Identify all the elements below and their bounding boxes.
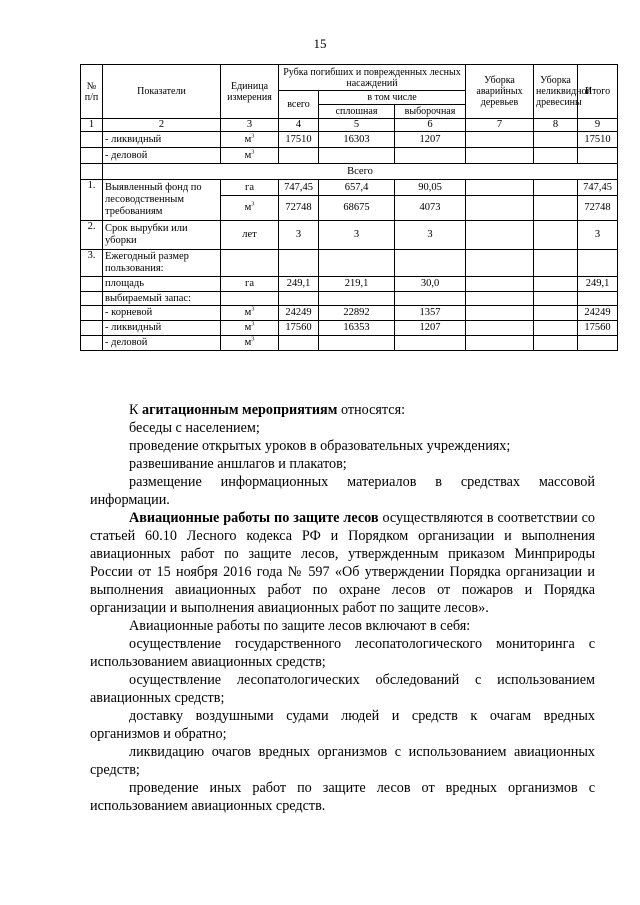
paragraph: ликвидацию очагов вредных организмов с использованием авиационных средств; [90, 744, 595, 778]
cell-total: 24249 [279, 306, 319, 321]
table-row [81, 180, 618, 196]
header-felling-group: Рубка погибших и поврежденных лесных насаждений [279, 65, 466, 91]
paragraph: беседы с населением; [129, 420, 260, 436]
bold-term: Авиационные работы по защите лесов [129, 510, 379, 526]
cell-total: 17560 [279, 321, 319, 336]
cell-illiquid [534, 132, 578, 148]
body-text [90, 401, 595, 815]
cell-sum: 72748 [578, 196, 618, 221]
table-row [81, 321, 618, 336]
row-unit: лет [221, 221, 279, 250]
bold-term: агитационным мероприятиям [142, 402, 338, 418]
cell-sum: 24249 [578, 306, 618, 321]
row-unit: $м^3$ [221, 196, 279, 221]
col-number: 7 [466, 119, 534, 132]
table-row [81, 277, 618, 292]
table-row [81, 132, 618, 148]
cell-total: 17510 [279, 132, 319, 148]
cell-clear: 16353 [319, 321, 395, 336]
header-including: в том числе [319, 91, 466, 105]
table-row [81, 292, 618, 306]
cell-selective: 1357 [395, 306, 466, 321]
row-label: выбираемый запас: [103, 292, 221, 306]
data-table [80, 64, 618, 351]
row-label: площадь [103, 277, 221, 292]
row-label: - ликвидный [103, 321, 221, 336]
col-number: 3 [221, 119, 279, 132]
row-label: - ликвидный [103, 132, 221, 148]
col-number: 6 [395, 119, 466, 132]
cell-clear: 22892 [319, 306, 395, 321]
cell-sum: 747,45 [578, 180, 618, 196]
row-unit: $м^3$ [221, 336, 279, 351]
cell-sum: 3 [578, 221, 618, 250]
col-number: 5 [319, 119, 395, 132]
cell-total: 747,45 [279, 180, 319, 196]
paragraph: Авиационные работы по защите лесов включают в себя: [129, 618, 471, 634]
row-label: Срок вырубки или уборки [103, 221, 221, 250]
row-label: Ежегодный размер пользования: [103, 250, 221, 277]
row-unit: га [221, 180, 279, 196]
col-number: 9 [578, 119, 618, 132]
cell-selective: 4073 [395, 196, 466, 221]
section-row [81, 164, 618, 180]
col-number: 4 [279, 119, 319, 132]
table-row [81, 336, 618, 351]
cell-clear: 657,4 [319, 180, 395, 196]
paragraph: доставку воздушными судами людей и средств к очагам вредных организмов и обратно; [90, 708, 595, 742]
col-number: 1 [81, 119, 103, 132]
cell-clear: 16303 [319, 132, 395, 148]
paragraph: проведение иных работ по защите лесов от вредных организмов с использованием авиационных средств. [90, 780, 595, 814]
table-row [81, 148, 618, 164]
row-unit: га [221, 277, 279, 292]
section-title: Всего [103, 164, 618, 180]
header-clear: сплошная [319, 105, 395, 119]
cell-selective: 90,05 [395, 180, 466, 196]
paragraph: К агитационным мероприятиям относятся: [129, 402, 406, 418]
row-unit: $м^3$ [221, 306, 279, 321]
header-unit: Единица измерения [221, 65, 279, 119]
paragraph: проведение открытых уроков в образовательных учреждениях; [129, 438, 511, 454]
cell-sum: 17510 [578, 132, 618, 148]
row-num: 2. [81, 221, 103, 250]
cell-total: 249,1 [279, 277, 319, 292]
table-row [81, 306, 618, 321]
row-num: 3. [81, 250, 103, 277]
cell-selective: 1207 [395, 321, 466, 336]
cell-clear: 68675 [319, 196, 395, 221]
col-number: 2 [103, 119, 221, 132]
cell-emergency [466, 132, 534, 148]
paragraph: осуществление лесопатологических обследований с использованием авиационных средств; [90, 672, 595, 706]
col-number: 8 [534, 119, 578, 132]
row-label: - деловой [103, 336, 221, 351]
paragraph: развешивание аншлагов и плакатов; [129, 456, 347, 472]
header-total: всего [279, 91, 319, 119]
cell-total: 72748 [279, 196, 319, 221]
cell-total: 3 [279, 221, 319, 250]
cell-sum: 17560 [578, 321, 618, 336]
row-unit: $м^3$ [221, 321, 279, 336]
row-label: - корневой [103, 306, 221, 321]
row-label: Выявленный фонд по лесоводственным требованиям [103, 180, 221, 221]
paragraph: Авиационные работы по защите лесов осуществляются в соответствии со статьей 60.10 Лесного кодекса РФ и Порядком организации и выполнения авиационных работ по защите лесов, утвержденным приказом Минприроды России от 15 ноября 2016 года № 597 «Об утверждении Порядка организации и выполнения авиационных работ по охране лесов от пожаров и Порядка организации и выполнения авиационных работ по защите лесов». [90, 510, 595, 616]
cell-clear: 219,1 [319, 277, 395, 292]
column-numbers-row [81, 119, 618, 132]
header-emergency: Уборка аварийных деревьев [466, 65, 534, 119]
cell-selective: 1207 [395, 132, 466, 148]
cell-selective: 30,0 [395, 277, 466, 292]
header-illiquid: Уборка неликвидной древесины [534, 65, 578, 119]
cell-sum: 249,1 [578, 277, 618, 292]
paragraph: размещение информационных материалов в средствах массовой информации. [90, 474, 595, 508]
header-selective: выборочная [395, 105, 466, 119]
header-num: № п/п [81, 65, 103, 119]
row-unit: $м^3$ [221, 132, 279, 148]
row-num: 1. [81, 180, 103, 221]
row-unit: $м^3$ [221, 148, 279, 164]
table-row [81, 250, 618, 277]
row-label: - деловой [103, 148, 221, 164]
paragraph: осуществление государственного лесопатологического мониторинга с использованием авиационных средств; [90, 636, 595, 670]
cell-selective: 3 [395, 221, 466, 250]
page-number: 15 [313, 36, 327, 51]
header-sum: Итого [578, 65, 618, 119]
cell-clear: 3 [319, 221, 395, 250]
header-indicators: Показатели [103, 65, 221, 119]
table-row [81, 221, 618, 250]
